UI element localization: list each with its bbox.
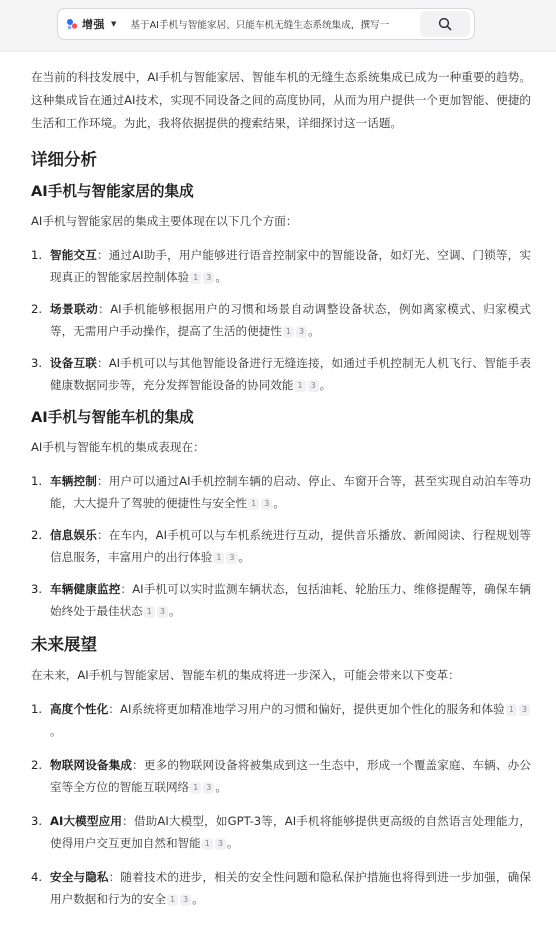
- list-item-text: AI系统将更加精准地学习用户的习惯和偏好，提供更加个性化的服务和体验: [120, 702, 505, 716]
- list-number: 2.: [31, 758, 43, 772]
- chevron-down-icon: ▼: [111, 20, 117, 28]
- list-number: 3.: [31, 582, 43, 596]
- list-item: 2. 物联网设备集成：更多的物联网设备将被集成到这一生态中，形成一个覆盖家庭、车辆、办公室等全方位的智能互联网络 1 3 。: [31, 754, 531, 798]
- list-item-separator: ：: [96, 528, 109, 542]
- list-item-text: 借助AI大模型，如GPT-3等，AI手机将能够提供更高级的自然语言处理能力，使得用户交互更加自然和智能: [50, 814, 531, 850]
- list-item: 1. 车辆控制：用户可以通过AI手机控制车辆的启动、停止、车窗开合等，甚至实现自动泊车等功能，大大提升了驾驶的便捷性与安全性 1 3 。: [31, 470, 531, 514]
- car-integration-list: [31, 470, 531, 622]
- list-number: 1.: [31, 702, 43, 716]
- list-item-text: 通过AI助手，用户能够进行语音控制家中的智能设备，如灯光、空调、门锁等，实现真正的智能家居控制体验: [50, 248, 531, 284]
- citation-badge[interactable]: 3: [308, 380, 319, 392]
- list-item-text: AI手机可以实时监测车辆状态，包括油耗、轮胎压力、维修提醒等，确保车辆始终处于最佳状态: [50, 582, 531, 618]
- list-item-title: 设备互联: [50, 356, 97, 370]
- citation-badge[interactable]: 1: [144, 606, 155, 618]
- list-item: 4. 安全与隐私：随着技术的进步，相关的安全性问题和隐私保护措施也将得到进一步加强，确保用户数据和行为的安全 1 3 。: [31, 866, 531, 910]
- answer-content: [31, 66, 531, 910]
- list-item-title: AI大模型应用: [50, 814, 123, 828]
- citation-badge[interactable]: 1: [167, 894, 178, 906]
- list-item-separator: ：: [96, 474, 109, 488]
- search-query-input[interactable]: 基于AI手机与智能家居、只能车机无缝生态系统集成，撰写一: [130, 20, 390, 31]
- future-intro: 在未来，AI手机与智能家居、智能车机的集成将进一步深入，可能会带来以下变革：: [31, 668, 460, 682]
- list-item-text: 在车内，AI手机可以与车机系统进行互动，提供音乐播放、新闻阅读、行程规划等信息服务，丰富用户的出行体验: [50, 528, 531, 564]
- search-bar: [57, 8, 475, 40]
- citation-badge[interactable]: 1: [283, 326, 294, 338]
- citation-badge[interactable]: 3: [226, 552, 237, 564]
- citation-badge[interactable]: 3: [261, 498, 272, 510]
- search-header: [0, 0, 556, 52]
- list-item-text: 用户可以通过AI手机控制车辆的启动、停止、车窗开合等，甚至实现自动泊车等功能，大大提升了驾驶的便捷性与安全性: [50, 474, 531, 510]
- list-item-text: AI手机可以与其他智能设备进行无缝连接，如通过手机控制无人机飞行、智能手表健康数据同步等，充分发挥智能设备的协同效能: [50, 356, 531, 392]
- future-heading: 未来展望: [31, 635, 97, 654]
- list-item: 3. 车辆健康监控：AI手机可以实时监测车辆状态，包括油耗、轮胎压力、维修提醒等，确保车辆始终处于最佳状态 1 3 。: [31, 578, 531, 622]
- list-item-title: 信息娱乐: [50, 528, 97, 542]
- search-icon: [438, 17, 452, 31]
- list-item-text: 随着技术的进步，相关的安全性问题和隐私保护措施也将得到进一步加强，确保用户数据和行为的安全: [50, 870, 531, 906]
- citation-badge[interactable]: 3: [180, 894, 191, 906]
- citation-badge[interactable]: 3: [157, 606, 168, 618]
- list-item-title: 车辆健康监控: [50, 582, 121, 596]
- analysis-heading: 详细分析: [31, 150, 97, 169]
- list-item-title: 高度个性化: [50, 702, 109, 716]
- citation-badge[interactable]: 3: [519, 704, 530, 716]
- list-item-title: 车辆控制: [50, 474, 97, 488]
- enhance-logo-icon: [65, 17, 79, 31]
- list-item-separator: ：: [108, 702, 121, 716]
- car-section-heading: AI手机与智能车机的集成: [31, 409, 194, 426]
- future-outlook-list: [31, 698, 531, 910]
- citation-badge[interactable]: 3: [215, 838, 226, 850]
- search-mode-dropdown[interactable]: [58, 9, 124, 39]
- citation-badge[interactable]: 1: [190, 782, 201, 794]
- list-number: 4.: [31, 870, 43, 884]
- list-item-text: 更多的物联网设备将被集成到这一生态中，形成一个覆盖家庭、车辆、办公室等全方位的智能互联网络: [50, 758, 531, 794]
- intro-paragraph: 在当前的科技发展中，AI手机与智能家居、智能车机的无缝生态系统集成已成为一种重要的趋势。这种集成旨在通过AI技术，实现不同设备之间的高度协同，从而为用户提供一个更加智能、便捷的生活和工作环境。为此，我将依据提供的搜索结果，详细探讨这一话题。: [31, 70, 531, 130]
- list-item: 1. 高度个性化：AI系统将更加精准地学习用户的习惯和偏好，提供更加个性化的服务和体验 1 3。: [31, 698, 531, 742]
- list-number: 1.: [31, 474, 43, 488]
- citation-badge[interactable]: 3: [296, 326, 307, 338]
- car-section-intro: AI手机与智能车机的集成表现在：: [31, 440, 205, 454]
- list-number: 2.: [31, 302, 43, 316]
- list-item: 2. 信息娱乐：在车内，AI手机可以与车机系统进行互动，提供音乐播放、新闻阅读、行程规划等信息服务，丰富用户的出行体验 1 3 。: [31, 524, 531, 568]
- list-item: 3. 设备互联：AI手机可以与其他智能设备进行无缝连接，如通过手机控制无人机飞行、智能手表健康数据同步等，充分发挥智能设备的协同效能 1 3 。: [31, 352, 531, 396]
- list-item-separator: ：: [122, 814, 134, 828]
- citation-badge[interactable]: 1: [294, 380, 305, 392]
- home-integration-list: [31, 244, 531, 396]
- list-item-title: 场景联动: [50, 302, 99, 316]
- list-item-separator: ：: [98, 302, 111, 316]
- list-number: 3.: [31, 814, 43, 828]
- citation-badge[interactable]: 3: [203, 272, 214, 284]
- list-item-title: 智能交互: [50, 248, 97, 262]
- list-number: 2.: [31, 528, 43, 542]
- home-section-intro: AI手机与智能家居的集成主要体现在以下几个方面：: [31, 214, 298, 228]
- list-item: 2. 场景联动：AI手机能够根据用户的习惯和场景自动调整设备状态，例如离家模式、归家模式等，无需用户手动操作，提高了生活的便捷性 1 3 。: [31, 298, 531, 342]
- list-item-separator: ：: [108, 870, 121, 884]
- search-mode-label: 增强: [82, 18, 105, 31]
- list-item-title: 安全与隐私: [50, 870, 109, 884]
- citation-badge[interactable]: 1: [213, 552, 224, 564]
- list-item-text: AI手机能够根据用户的习惯和场景自动调整设备状态，例如离家模式、归家模式等，无需用户手动操作，提高了生活的便捷性: [50, 302, 531, 338]
- list-item-separator: ：: [120, 582, 133, 596]
- home-section-heading: AI手机与智能家居的集成: [31, 183, 194, 200]
- list-item-separator: ：: [96, 248, 109, 262]
- list-item-separator: ：: [96, 356, 109, 370]
- citation-badge[interactable]: 1: [202, 838, 213, 850]
- list-item: 3. AI大模型应用：借助AI大模型，如GPT-3等，AI手机将能够提供更高级的自然语言处理能力，使得用户交互更加自然和智能 1 3 。: [31, 810, 531, 854]
- list-item-separator: ：: [132, 758, 144, 772]
- list-number: 3.: [31, 356, 43, 370]
- citation-badge[interactable]: 1: [506, 704, 517, 716]
- citation-badge[interactable]: 1: [190, 272, 201, 284]
- list-item-title: 物联网设备集成: [50, 758, 133, 772]
- citation-badge[interactable]: 3: [203, 782, 214, 794]
- list-item: 1. 智能交互：通过AI助手，用户能够进行语音控制家中的智能设备，如灯光、空调、门锁等，实现真正的智能家居控制体验 1 3 。: [31, 244, 531, 288]
- citation-badge[interactable]: 1: [248, 498, 259, 510]
- list-number: 1.: [31, 248, 43, 262]
- search-button[interactable]: [420, 11, 470, 37]
